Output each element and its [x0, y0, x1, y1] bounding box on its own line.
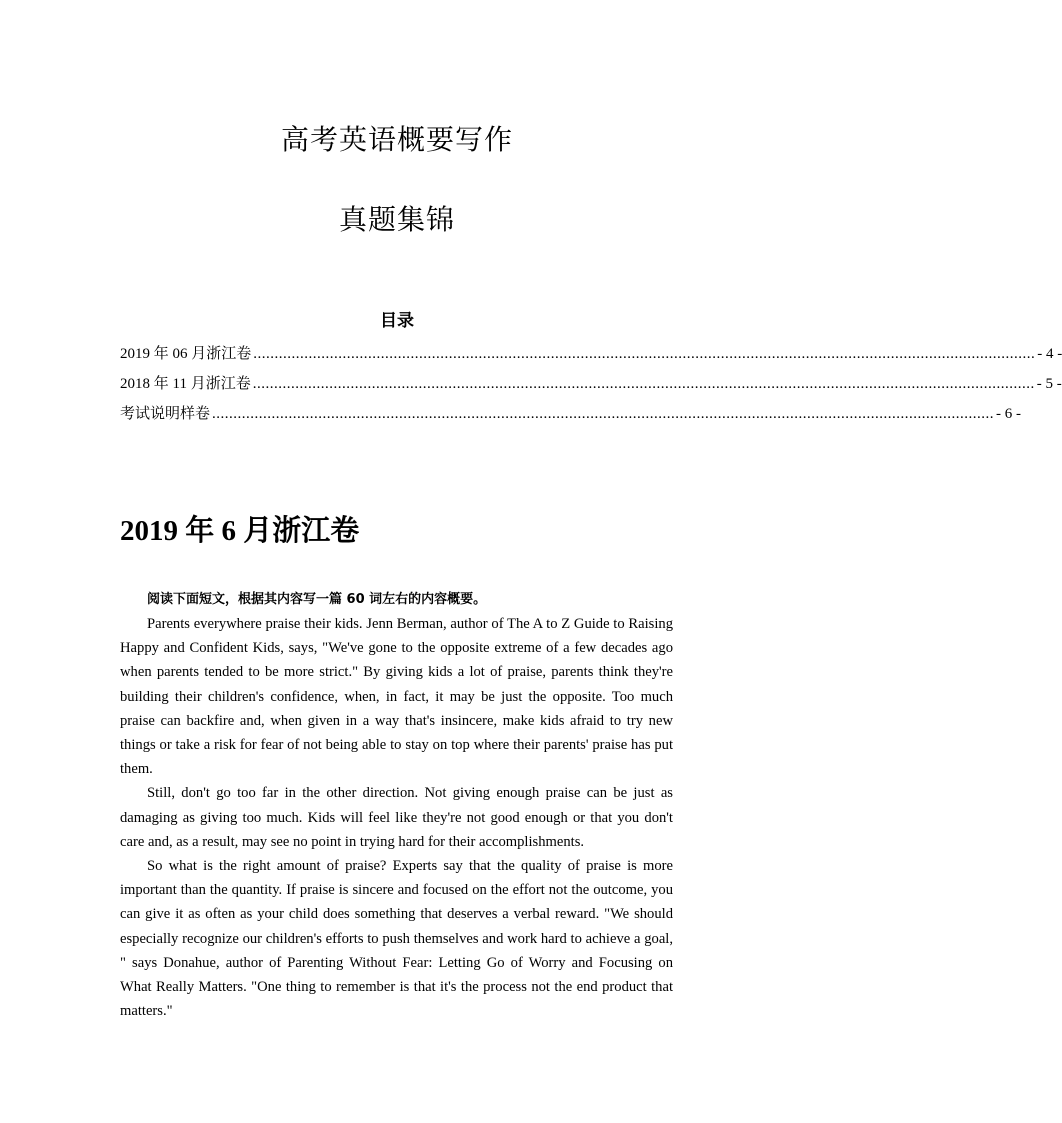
section-heading: 2019 年 6 月浙江卷 [120, 515, 360, 547]
toc-leader-dots: ........................................................................................................................................................................................ [253, 346, 1036, 362]
passage-paragraph: Parents everywhere praise their kids. Jenn Berman, author of The A to Z Guide to Raising Happy and Confident Kids, says, "We've gone to the opposite extreme of a few decades ago when parents tended to be more strict." By giving kids a lot of praise, parents think they're building their children's confidence, when, in fact, it may be just the opposite. Too much praise can backfire and, when given in a way that's insincere, make kids afraid to try new things or take a risk for fear of not being able to stay on top where their parents' praise has put them. [120, 616, 673, 778]
toc-entry-title[interactable]: 考试说明样卷 [120, 406, 211, 422]
toc-entry-page[interactable]: - 6 - [996, 406, 1022, 422]
reading-passage [120, 612, 673, 1023]
toc-entry[interactable] [120, 402, 1022, 432]
passage-paragraph: So what is the right amount of praise? Experts say that the quality of praise is more important than the quantity. If praise is sincere and focused on the effort not the outcome, you can give it as often as your child does something that deserves a verbal reward. "We should especially recognize our children's efforts to push themselves and work hard to achieve a goal, " says Donahue, author of Parenting Without Fear: Letting Go of Worry and Focusing on What Really Matters. "One thing to remember is that it's the process not the end product that matters." [120, 858, 673, 1020]
toc-heading: 目录 [380, 311, 414, 331]
toc-entry[interactable] [120, 372, 1062, 402]
toc-entry-title[interactable]: 2018 年 11 月浙江卷 [120, 376, 251, 392]
toc-leader-dots: ........................................................................................................................................................................................ [252, 376, 1035, 392]
document-title: 高考英语概要写作 [280, 123, 513, 156]
toc-entry-page[interactable]: - 5 - [1036, 376, 1062, 392]
toc-leader-dots: ........................................................................................................................................................................................ [212, 406, 995, 422]
table-of-contents [120, 342, 1062, 432]
task-instruction: 阅读下面短文，根据其内容写一篇 60 词左右的内容概要。 [147, 592, 487, 607]
document-subtitle: 真题集锦 [338, 203, 455, 236]
toc-entry-page[interactable]: - 4 - [1037, 346, 1062, 362]
toc-entry-title[interactable]: 2019 年 06 月浙江卷 [120, 346, 252, 362]
toc-entry[interactable] [120, 342, 1062, 372]
passage-paragraph: Still, don't go too far in the other direction. Not giving enough praise can be just as damaging as giving too much. Kids will feel like they're not good enough or that you don't care and, as a result, may see no point in trying hard for their accomplishments. [120, 785, 673, 850]
